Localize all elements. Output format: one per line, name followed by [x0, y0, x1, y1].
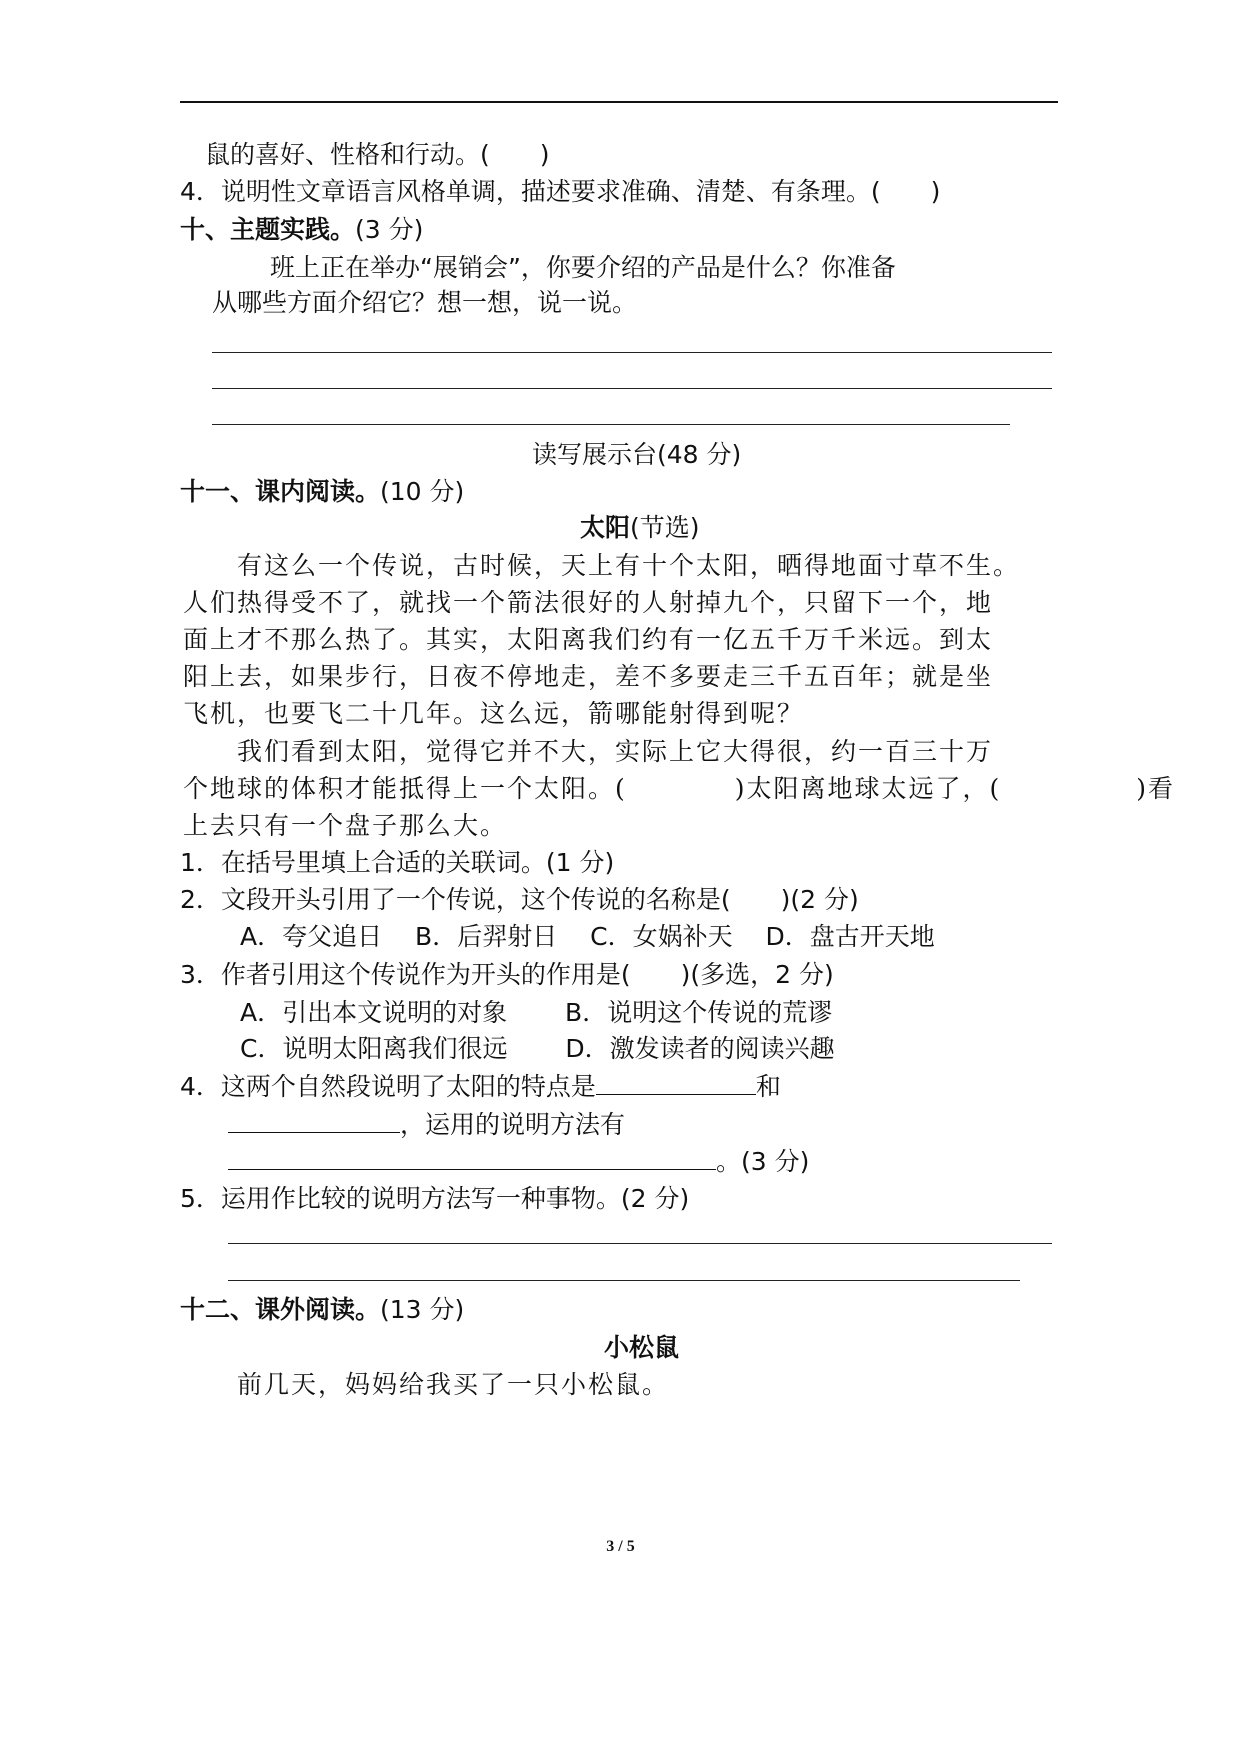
question-2-options: A．夸父追日 B．后羿射日 C．女娲补天 D．盘古开天地: [240, 922, 935, 951]
tf-item-3-continuation: 鼠的喜好、性格和行动。( ): [205, 140, 550, 169]
answer-blank[interactable]: [228, 1145, 716, 1170]
passage-title: 小松鼠: [604, 1333, 680, 1362]
tf-item-4: 4．说明性文章语言风格单调，描述要求准确、清楚、有条理。( ): [180, 177, 941, 206]
section-heading: 十一、课内阅读。: [180, 477, 381, 506]
question-3-options: A．引出本文说明的对象 B．说明这个传说的荒谬: [240, 998, 833, 1027]
section-heading: 十、主题实践。: [180, 215, 356, 244]
passage-line: 个地球的体积才能抵得上一个太阳。( )太阳离地球太远了，( )看: [183, 774, 1176, 803]
question-4-and: 和: [755, 1072, 781, 1101]
question-3: 3．作者引用这个传说作为开头的作用是( )(多选，2 分): [180, 960, 834, 989]
answer-line[interactable]: [228, 1280, 1020, 1281]
answer-blank[interactable]: [228, 1108, 400, 1133]
question-2: 2．文段开头引用了一个传说，这个传说的名称是( )(2 分): [180, 885, 859, 914]
section-score: (13 分): [380, 1295, 465, 1324]
passage-line: 前几天，妈妈给我买了一只小松鼠。: [183, 1370, 670, 1399]
section-10-prompt-cont: 从哪些方面介绍它？想一想，说一说。: [212, 288, 638, 317]
question-4-text: 4．这两个自然段说明了太阳的特点是: [180, 1072, 596, 1101]
answer-line[interactable]: [212, 388, 1052, 389]
section-11-heading: [180, 476, 464, 508]
question-4-cont: [228, 1145, 809, 1178]
section-score: (3 分): [355, 215, 424, 244]
answer-blank[interactable]: [596, 1070, 756, 1095]
question-5: 5．运用作比较的说明方法写一种事物。(2 分): [180, 1184, 690, 1213]
question-4: [180, 1070, 781, 1103]
passage-line: 有这么一个传说，古时候，天上有十个太阳，晒得地面寸草不生。: [183, 551, 1021, 580]
section-score: (10 分): [380, 477, 465, 506]
section-heading: 十二、课外阅读。: [180, 1295, 381, 1324]
passage-line: 阳上去，如果步行，日夜不停地走，差不多要走三千五百年；就是坐: [183, 662, 994, 691]
question-3-options: C．说明太阳离我们很远 D．激发读者的阅读兴趣: [240, 1034, 835, 1063]
passage-line: 我们看到太阳，觉得它并不大，实际上它大得很，约一百三十万: [183, 737, 994, 766]
page-number: 3 / 5: [606, 1538, 635, 1555]
passage-line: 上去只有一个盘子那么大。: [183, 811, 508, 840]
passage-line: 飞机，也要飞二十几年。这么远，箭哪能射得到呢？: [183, 699, 805, 728]
section-10-prompt: 班上正在举办“展销会”，你要介绍的产品是什么？你准备: [270, 253, 896, 282]
passage-title: [580, 512, 700, 544]
question-4-cont: [228, 1108, 625, 1141]
passage-line: 面上才不那么热了。其实，太阳离我们约有一亿五千万千米远。到太: [183, 625, 994, 654]
section-12-heading: [180, 1294, 464, 1326]
answer-line[interactable]: [212, 424, 1010, 425]
passage-title-text: 太阳: [580, 513, 631, 542]
passage-line: 人们热得受不了，就找一个箭法很好的人射掉九个，只留下一个，地: [183, 588, 994, 617]
header-rule: [180, 101, 1058, 103]
answer-line[interactable]: [228, 1243, 1052, 1244]
question-4-score: 。(3 分): [716, 1147, 810, 1176]
section-10-heading: [180, 214, 423, 246]
part-title: 读写展示台(48 分): [532, 440, 742, 469]
answer-line[interactable]: [212, 352, 1052, 353]
question-1: 1．在括号里填上合适的关联词。(1 分): [180, 848, 615, 877]
passage-note: (节选): [630, 513, 700, 542]
question-4-method: ，运用的说明方法有: [400, 1110, 626, 1139]
